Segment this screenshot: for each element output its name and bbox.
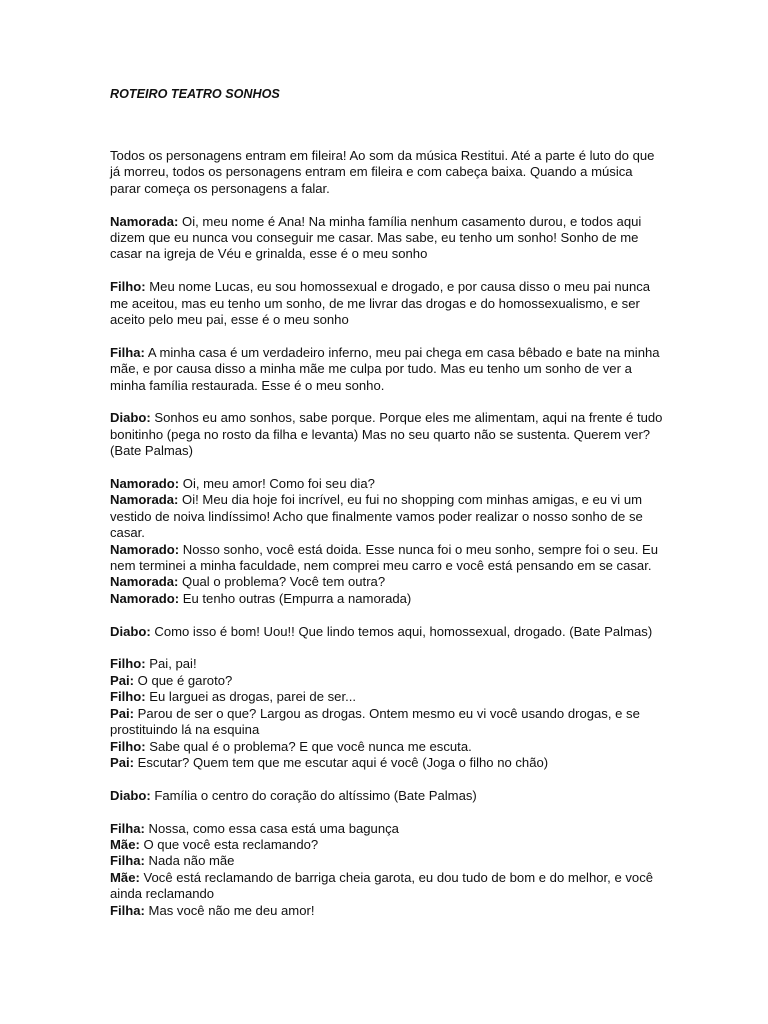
dialogue-text: Nosso sonho, você está doida. Esse nunca foi o meu sonho, sempre foi o seu. Eu nem terminei a minha faculdade, nem comprei meu carro e você está pensando em se casar. bbox=[110, 541, 659, 574]
dialogue-line bbox=[110, 345, 664, 394]
dialogue-line bbox=[110, 739, 664, 755]
dialogue-block bbox=[110, 788, 664, 804]
dialogue-line bbox=[110, 821, 664, 837]
speaker-name: Namorada: bbox=[110, 574, 179, 590]
dialogue-text: A minha casa é um verdadeiro inferno, meu pai chega em casa bêbado e bate na minha mãe, e por causa disso a minha mãe me culpa por tudo. Mas eu tenho um sonho de ver a minha família restaurada. Esse é o meu sonho. bbox=[110, 344, 660, 393]
dialogue-text: Pai, pai! bbox=[145, 656, 197, 672]
dialogue-text: Sabe qual é o problema? E que você nunca me escuta. bbox=[145, 738, 472, 754]
speaker-name: Filho: bbox=[110, 656, 146, 672]
speaker-name: Filha: bbox=[110, 902, 145, 918]
dialogue-text: Meu nome Lucas, eu sou homossexual e drogado, e por causa disso o meu pai nunca me aceitou, mas eu tenho um sonho, de me livrar das drogas e do homossexualismo, e ser aceito pelo meu pai, esse é o meu sonho bbox=[110, 279, 651, 328]
intro-paragraph: Todos os personagens entram em fileira! Ao som da música Restitui. Até a parte é luto do que já morreu, todos os personagens entram em fileira e com cabeça baixa. Quando a música parar começa os personagens a falar. bbox=[110, 148, 655, 196]
dialogue-line bbox=[110, 673, 664, 689]
dialogue-block bbox=[110, 214, 664, 263]
dialogue-line bbox=[110, 214, 664, 263]
dialogue-text: O que você esta reclamando? bbox=[139, 836, 319, 852]
dialogue-line bbox=[110, 542, 664, 575]
dialogue-text: Escutar? Quem tem que me escutar aqui é você (Joga o filho no chão) bbox=[134, 754, 549, 770]
speaker-name: Namorado: bbox=[110, 590, 180, 606]
speaker-name: Mãe: bbox=[110, 869, 140, 885]
dialogue-text: Família o centro do coração do altíssimo (Bate Palmas) bbox=[150, 787, 477, 803]
dialogue-text: Parou de ser o que? Largou as drogas. Ontem mesmo eu vi você usando drogas, e se prostituindo lá na esquina bbox=[110, 705, 640, 738]
speaker-name: Mãe: bbox=[110, 836, 140, 852]
dialogue-text: Nossa, como essa casa está uma bagunça bbox=[144, 820, 399, 836]
speaker-name: Diabo: bbox=[110, 410, 151, 426]
speaker-name: Filho: bbox=[110, 279, 146, 295]
speaker-name: Filha: bbox=[110, 344, 145, 360]
dialogue-block bbox=[110, 279, 664, 328]
dialogue-text: Eu larguei as drogas, parei de ser... bbox=[145, 689, 356, 705]
dialogue-block bbox=[110, 656, 664, 771]
speaker-name: Filha: bbox=[110, 820, 145, 836]
dialogue-line bbox=[110, 656, 664, 672]
speaker-name: Filha: bbox=[110, 853, 145, 869]
dialogue-line bbox=[110, 755, 664, 771]
dialogue-text: Qual o problema? Você tem outra? bbox=[178, 574, 386, 590]
dialogue-line bbox=[110, 492, 664, 541]
dialogue-text: Você está reclamando de barriga cheia garota, eu dou tudo de bom e do melhor, e você ainda reclamando bbox=[110, 869, 654, 902]
dialogue-line bbox=[110, 574, 664, 590]
dialogue-line bbox=[110, 903, 664, 919]
dialogue-line bbox=[110, 279, 664, 328]
dialogue-line bbox=[110, 689, 664, 705]
speaker-name: Namorada: bbox=[110, 492, 179, 508]
speaker-name: Namorada: bbox=[110, 213, 179, 229]
dialogue-line bbox=[110, 591, 664, 607]
dialogue-block bbox=[110, 345, 664, 394]
speaker-name: Namorado: bbox=[110, 541, 180, 557]
document-title: ROTEIRO TEATRO SONHOS bbox=[110, 87, 280, 101]
dialogue-text: Oi, meu nome é Ana! Na minha família nenhum casamento durou, e todos aqui dizem que eu nunca vou conseguir me casar. Mas sabe, eu tenho um sonho! Sonho de me casar na igreja de Véu e grinalda, esse é o meu sonho bbox=[110, 213, 642, 262]
dialogue-text: Oi, meu amor! Como foi seu dia? bbox=[179, 476, 375, 492]
speaker-name: Pai: bbox=[110, 705, 135, 721]
dialogue-line bbox=[110, 706, 664, 739]
dialogue-text: Mas você não me deu amor! bbox=[144, 902, 315, 918]
dialogue-line bbox=[110, 870, 664, 903]
dialogue-line bbox=[110, 476, 664, 492]
dialogue-text: Eu tenho outras (Empurra a namorada) bbox=[179, 590, 412, 606]
dialogue-text: Como isso é bom! Uou!! Que lindo temos aqui, homossexual, drogado. (Bate Palmas) bbox=[150, 623, 653, 639]
dialogue-text: Sonhos eu amo sonhos, sabe porque. Porque eles me alimentam, aqui na frente é tudo bonitinho (pega no rosto da filha e levanta) Mas no seu quarto não se sustenta. Querem ver? (Bate Palmas) bbox=[110, 410, 663, 459]
speaker-name: Filho: bbox=[110, 738, 146, 754]
dialogue-text: O que é garoto? bbox=[134, 672, 233, 688]
script-body bbox=[110, 214, 664, 919]
dialogue-line bbox=[110, 410, 664, 459]
dialogue-text: Nada não mãe bbox=[144, 853, 235, 869]
speaker-name: Namorado: bbox=[110, 476, 180, 492]
dialogue-text: Oi! Meu dia hoje foi incrível, eu fui no shopping com minhas amigas, e eu vi um vestido de noiva lindíssimo! Acho que finalmente vamos poder realizar o nosso sonho de se casar. bbox=[110, 492, 643, 541]
speaker-name: Diabo: bbox=[110, 787, 151, 803]
dialogue-block bbox=[110, 476, 664, 607]
dialogue-line bbox=[110, 788, 664, 804]
dialogue-line bbox=[110, 837, 664, 853]
dialogue-block bbox=[110, 624, 664, 640]
speaker-name: Pai: bbox=[110, 672, 135, 688]
speaker-name: Filho: bbox=[110, 689, 146, 705]
speaker-name: Diabo: bbox=[110, 623, 151, 639]
dialogue-block bbox=[110, 410, 664, 459]
dialogue-block bbox=[110, 821, 664, 919]
dialogue-line bbox=[110, 624, 664, 640]
speaker-name: Pai: bbox=[110, 754, 135, 770]
dialogue-line bbox=[110, 853, 664, 869]
